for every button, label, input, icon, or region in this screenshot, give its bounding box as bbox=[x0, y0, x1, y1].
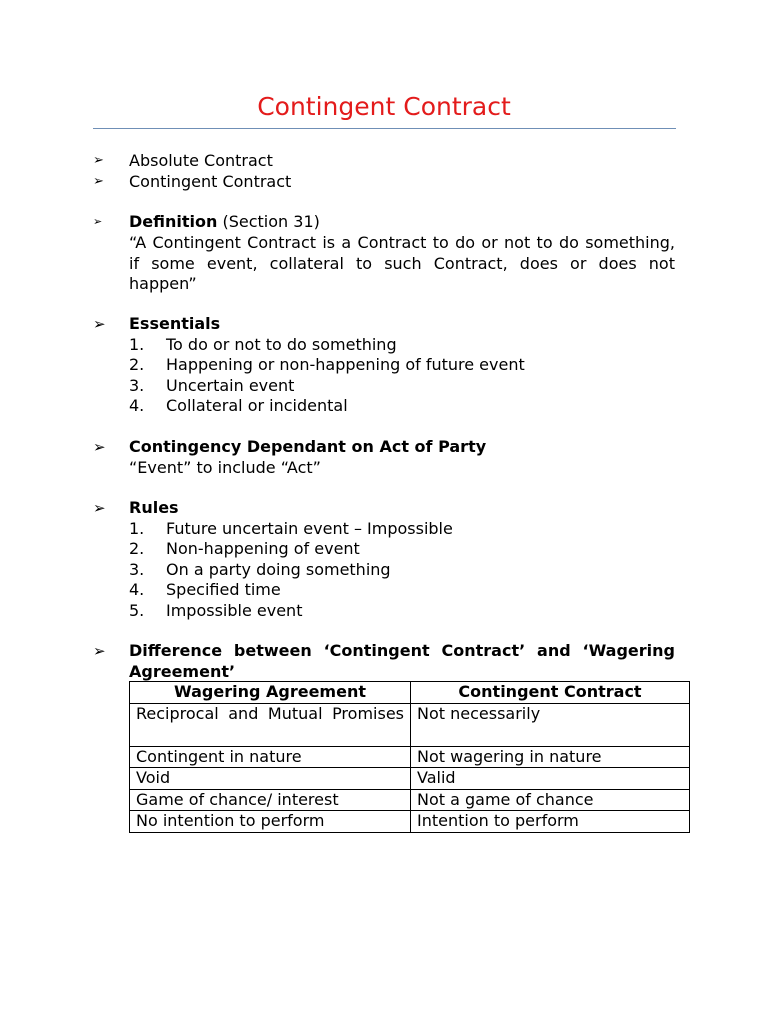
table-cell: Intention to perform bbox=[411, 811, 690, 833]
table-cell: Not necessarily bbox=[411, 703, 690, 746]
arrow-bullet-icon: ➢ bbox=[93, 153, 104, 168]
list-item: Absolute Contract bbox=[129, 151, 273, 170]
document-page: Contingent Contract ➢ Absolute Contract ➢ Contingent Contract ➢ Definition (Section 31) “A Contingent Contract is a Contract to do or not to do something, if some event, collateral to such Contract, does or does not happen” ➢ Essentials 1. To do or not to do something 2. Happening or non-happening of future event 3. Uncertain event 4. Collateral or incidental ➢ Contingency Dependant on Act of Party “Event” to include “Act” ➢ Rules 1. Future uncertain event – Impossible 2. Non-happening of event 3. On a party doing something 4. Specified time 5. Impossible event ➢ Difference between ‘Contingent Contract’ and ‘Wagering Agreement’ Wagering Agreement Contingent Contract Reciprocal and Mutual Promises Not necessarily Contingent in nature Not wagering in nature Void Valid Game of chance/ interest Not a game of chance No intention to perform Intention to perform bbox=[0, 0, 768, 1024]
list-item: Uncertain event bbox=[166, 376, 295, 395]
arrow-bullet-icon: ➢ bbox=[93, 315, 106, 333]
list-item: Future uncertain event – Impossible bbox=[166, 519, 453, 538]
list-item: Collateral or incidental bbox=[166, 396, 348, 415]
table-header-row bbox=[130, 682, 690, 704]
table-row bbox=[130, 789, 690, 811]
table-row bbox=[130, 703, 690, 746]
table-cell: Reciprocal and Mutual Promises bbox=[130, 703, 411, 746]
table-cell: Game of chance/ interest bbox=[130, 789, 411, 811]
contingency-note: “Event” to include “Act” bbox=[129, 458, 321, 477]
list-item: Non-happening of event bbox=[166, 539, 360, 558]
table-header-cell: Wagering Agreement bbox=[130, 682, 411, 704]
arrow-bullet-icon: ➢ bbox=[93, 642, 106, 660]
difference-heading-line2: Agreement’ bbox=[129, 662, 236, 681]
table-cell: Contingent in nature bbox=[130, 746, 411, 768]
table-cell: Valid bbox=[411, 768, 690, 790]
list-item: To do or not to do something bbox=[166, 335, 397, 354]
list-item: Happening or non-happening of future event bbox=[166, 355, 525, 374]
comparison-table bbox=[129, 681, 690, 833]
page-title: Contingent Contract bbox=[257, 92, 511, 121]
table-header-cell: Contingent Contract bbox=[411, 682, 690, 704]
rules-heading: Rules bbox=[129, 498, 179, 517]
list-item: Contingent Contract bbox=[129, 172, 292, 191]
arrow-bullet-icon: ➢ bbox=[93, 174, 104, 189]
table-row bbox=[130, 768, 690, 790]
table-row bbox=[130, 811, 690, 833]
table-cell: Not wagering in nature bbox=[411, 746, 690, 768]
essentials-heading: Essentials bbox=[129, 314, 221, 333]
list-item: Specified time bbox=[166, 580, 281, 599]
definition-heading: Definition bbox=[129, 212, 218, 231]
list-item: On a party doing something bbox=[166, 560, 391, 579]
definition-quote: “A Contingent Contract is a Contract to do or not to do something, if some event, collateral to such Contract, does or does not happen” bbox=[129, 233, 675, 293]
table-cell: Void bbox=[130, 768, 411, 790]
arrow-bullet-icon: ➢ bbox=[93, 438, 106, 456]
table-cell: Not a game of chance bbox=[411, 789, 690, 811]
table-cell: No intention to perform bbox=[130, 811, 411, 833]
list-item: Impossible event bbox=[166, 601, 303, 620]
table-row bbox=[130, 746, 690, 768]
arrow-bullet-icon: ➢ bbox=[93, 499, 106, 517]
definition-ref: (Section 31) bbox=[222, 212, 320, 231]
contingency-heading: Contingency Dependant on Act of Party bbox=[129, 437, 487, 456]
arrow-bullet-icon: ➢ bbox=[93, 215, 103, 228]
difference-heading-line1: Difference between ‘Contingent Contract’ and ‘Wagering bbox=[129, 641, 675, 660]
title-underline bbox=[93, 128, 676, 129]
